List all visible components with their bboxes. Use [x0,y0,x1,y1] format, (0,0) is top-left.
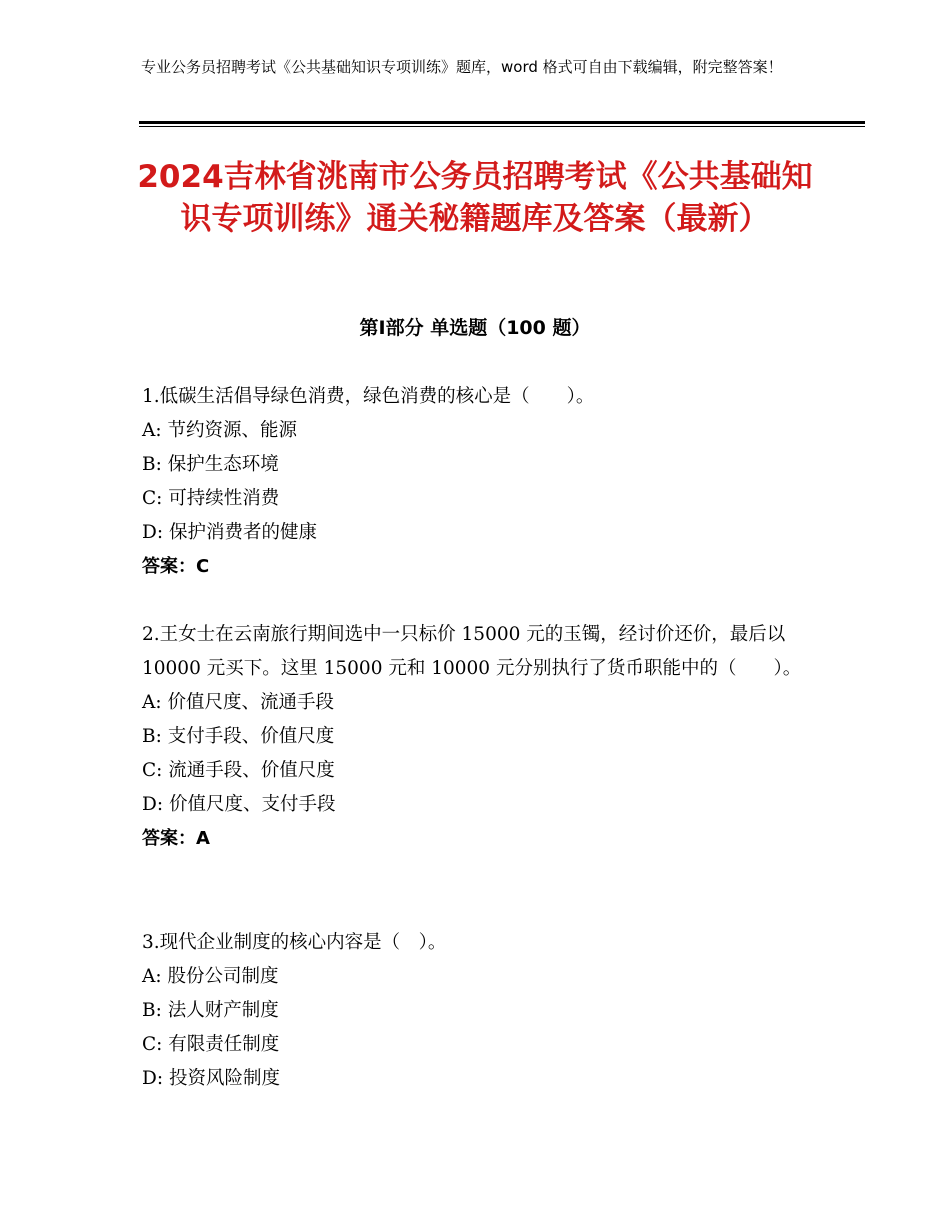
document-title: 2024吉林省洮南市公务员招聘考试《公共基础知识专项训练》通关秘籍题库及答案（最新） [137,159,813,237]
option-d: D: 投资风险制度 [142,1068,280,1089]
answer: 答案：A [142,828,210,849]
section-heading: 第Ⅰ部分 单选题（100 题） [359,317,591,339]
question-text: 2.王女士在云南旅行期间选中一只标价 15000 元的玉镯，经讨价还价，最后以 10000 元买下。这里 15000 元和 10000 元分别执行了货币职能中的（ ）。 [142,624,802,679]
option-c: C: 流通手段、价值尺度 [142,760,335,781]
option-b: B: 法人财产制度 [142,1000,279,1021]
option-b: B: 保护生态环境 [142,454,279,475]
option-a: A: 股份公司制度 [142,966,279,987]
header-rule-thick [139,121,865,124]
option-d: D: 价值尺度、支付手段 [142,794,336,815]
answer: 答案：C [142,556,210,577]
option-d: D: 保护消费者的健康 [142,522,317,543]
header-rule-thin [139,126,865,127]
question-text: 1.低碳生活倡导绿色消费，绿色消费的核心是（ ）。 [142,386,595,407]
question-1 [142,380,822,584]
question-text: 3.现代企业制度的核心内容是（ ）。 [142,932,447,953]
header-note: 专业公务员招聘考试《公共基础知识专项训练》题库，word 格式可自由下载编辑，附完整答案！ [141,58,783,76]
option-a: A: 节约资源、能源 [142,420,297,441]
option-c: C: 可持续性消费 [142,488,280,509]
option-a: A: 价值尺度、流通手段 [142,692,334,713]
question-3 [142,926,822,1096]
option-b: B: 支付手段、价值尺度 [142,726,335,747]
option-c: C: 有限责任制度 [142,1034,280,1055]
question-2 [142,618,822,856]
